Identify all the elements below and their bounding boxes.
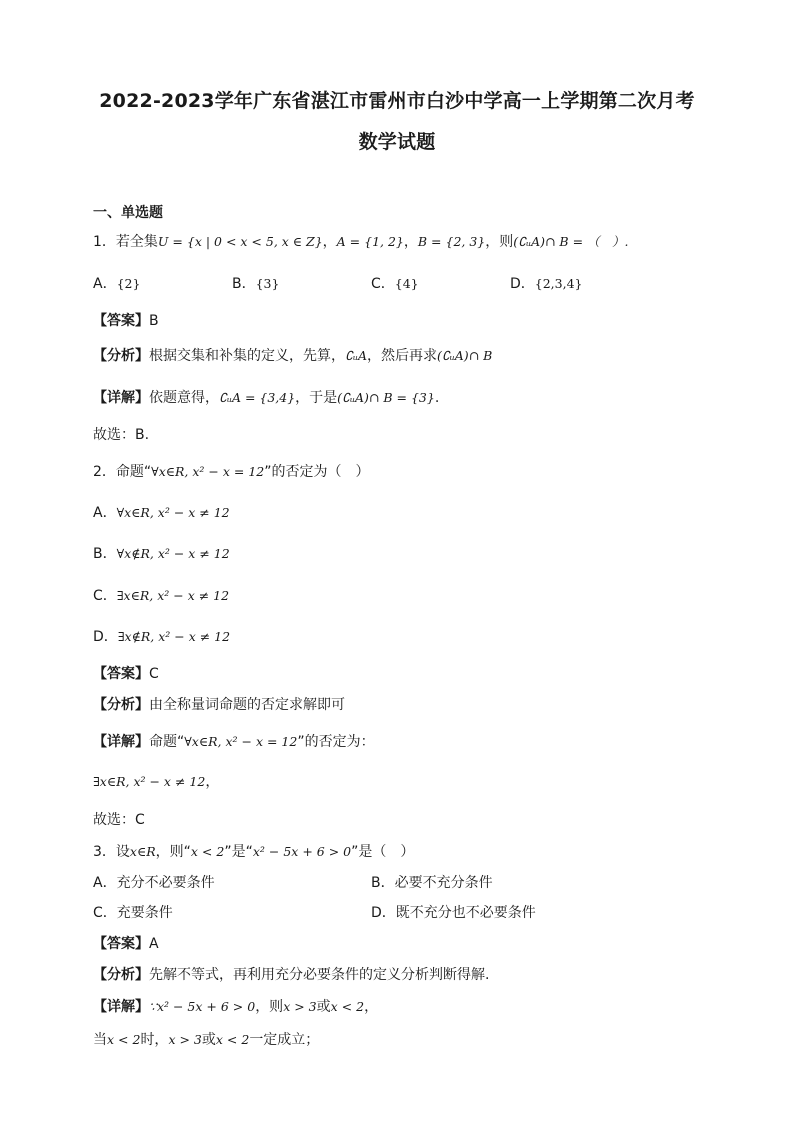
q2-stem [93, 462, 370, 482]
detail-text: ，于是 [295, 390, 338, 406]
detail-tag: 【详解】 [93, 999, 149, 1015]
document-subtitle: 数学试题 [358, 131, 436, 153]
detail-expression: ∵x² − 5x + 6 > 0 [149, 999, 256, 1014]
q1-option-a [93, 274, 140, 294]
detail-expression: x < 2 [215, 1032, 250, 1047]
q1-A-expression: A = {1, 2} [336, 234, 404, 249]
q1-detail [93, 388, 439, 408]
detail-text: 或 [201, 1032, 216, 1048]
q2-answer [93, 664, 159, 684]
stem-expression: ∀x∈R, x² − x = 12 [151, 464, 265, 479]
q1-then: ，则 [485, 234, 514, 250]
option-label: C． [371, 276, 395, 292]
detail-text: 命题“ [149, 734, 185, 750]
option-value: 必要不充分条件 [394, 875, 493, 891]
analysis-text: 先解不等式，再利用充分必要条件的定义分析判断得解. [149, 967, 490, 983]
detail-text: 一定成立； [249, 1032, 320, 1048]
q1-option-d [510, 274, 583, 294]
detail-expression: x > 3 [168, 1032, 202, 1047]
q3-detail [93, 997, 378, 1017]
analysis-text: 由全称量词命题的否定求解即可 [149, 697, 345, 713]
stem-text: ”是（ ） [351, 844, 415, 860]
answer-value: A [149, 936, 159, 952]
q2-option-d [93, 627, 230, 647]
detail-expression: ∃x∈R, x² − x ≠ 12 [93, 774, 206, 789]
answer-tag: 【答案】 [93, 936, 149, 952]
q1-option-b [232, 274, 279, 294]
stem-text: ”的否定为（ ） [264, 464, 370, 480]
option-label: D． [510, 276, 535, 292]
stem-text: 3．设 [93, 844, 130, 860]
detail-expression: ∀x∈R, x² − x = 12 [184, 734, 298, 749]
analysis-text: ，然后再求 [366, 348, 437, 364]
analysis-tag: 【分析】 [93, 697, 149, 713]
q3-stem [93, 842, 414, 862]
detail-expression: x > 3 [283, 999, 317, 1014]
q3-detail-continued [93, 1030, 319, 1050]
option-value: {2,3,4} [534, 276, 583, 291]
option-label: B． [371, 875, 395, 891]
detail-text: ”的否定为： [297, 734, 375, 750]
analysis-expression: ∁ᵤA [345, 348, 367, 363]
q1-stem-prefix: 1．若全集 [93, 234, 158, 250]
option-label: A． [93, 875, 117, 891]
q1-analysis [93, 346, 492, 366]
detail-text: ， [364, 999, 379, 1015]
option-value: ∃x∉R, x² − x ≠ 12 [117, 629, 231, 644]
option-label: A． [93, 276, 117, 292]
q1-answer [93, 311, 159, 331]
section-heading: 一、单选题 [93, 205, 163, 221]
detail-tag: 【详解】 [93, 390, 149, 406]
detail-text: ，则 [255, 999, 284, 1015]
detail-text: 依题意得， [149, 390, 219, 406]
q2-detail [93, 732, 375, 752]
option-label: D． [371, 905, 396, 921]
q1-ask-expression: (∁ᵤA)∩ B = （ ）. [513, 234, 629, 249]
analysis-text: 根据交集和补集的定义，先算， [149, 348, 345, 364]
option-value: {3} [255, 276, 280, 291]
q2-option-c [93, 586, 229, 606]
detail-text: . [434, 390, 440, 406]
detail-expression: x < 2 [330, 999, 365, 1014]
option-value: {2} [116, 276, 141, 291]
detail-tag: 【详解】 [93, 734, 149, 750]
option-label: B． [93, 546, 117, 562]
document-title: 2022-2023学年广东省湛江市雷州市白沙中学高一上学期第二次月考 [99, 90, 695, 112]
q3-option-a [93, 873, 215, 893]
stem-expression: x² − 5x + 6 > 0 [252, 844, 352, 859]
q1-B-expression: B = {2, 3} [417, 234, 486, 249]
stem-expression: x∈R [129, 844, 156, 859]
answer-tag: 【答案】 [93, 666, 149, 682]
q3-option-d [371, 903, 536, 923]
option-value: 充要条件 [116, 905, 173, 921]
stem-text: ，则“ [155, 844, 191, 860]
analysis-tag: 【分析】 [93, 348, 149, 364]
q1-sep2: ， [403, 234, 418, 250]
answer-tag: 【答案】 [93, 313, 149, 329]
detail-text: 当 [93, 1032, 107, 1048]
q1-U-expression: U = {x | 0 < x < 5, x ∈ Z} [157, 234, 323, 249]
option-value: 充分不必要条件 [116, 875, 215, 891]
option-label: D． [93, 629, 118, 645]
option-label: C． [93, 905, 117, 921]
detail-text: ， [205, 774, 220, 790]
stem-text: 2．命题“ [93, 464, 152, 480]
answer-value: B [149, 313, 159, 329]
detail-expression: (∁ᵤA)∩ B = {3} [337, 390, 435, 405]
detail-text: 或 [316, 999, 331, 1015]
option-label: C． [93, 588, 117, 604]
q2-option-b [93, 544, 230, 564]
analysis-tag: 【分析】 [93, 967, 149, 983]
answer-value: C [149, 666, 159, 682]
option-label: B． [232, 276, 256, 292]
q3-option-c [93, 903, 173, 923]
q2-option-a [93, 503, 230, 523]
option-value: {4} [394, 276, 419, 291]
q1-conclusion: 故选：B. [93, 427, 150, 443]
detail-expression: x < 2 [107, 1032, 141, 1047]
option-value: ∀x∉R, x² − x ≠ 12 [116, 546, 230, 561]
stem-text: ”是“ [224, 844, 253, 860]
q3-analysis [93, 965, 489, 985]
q3-option-b [371, 873, 493, 893]
q1-sep1: ， [322, 234, 337, 250]
q3-answer [93, 934, 159, 954]
analysis-expression: (∁ᵤA)∩ B [436, 348, 493, 363]
detail-text: 时， [140, 1032, 169, 1048]
option-value: ∀x∈R, x² − x ≠ 12 [116, 505, 230, 520]
option-value: ∃x∈R, x² − x ≠ 12 [116, 588, 230, 603]
q1-stem [93, 232, 629, 252]
detail-expression: ∁ᵤA = {3,4} [219, 390, 296, 405]
q2-analysis [93, 695, 345, 715]
option-value: 既不充分也不必要条件 [395, 905, 536, 921]
q1-option-c [371, 274, 419, 294]
q2-conclusion: 故选：C [93, 812, 145, 828]
q2-detail-result [93, 772, 219, 792]
option-label: A． [93, 505, 117, 521]
stem-expression: x < 2 [190, 844, 225, 859]
